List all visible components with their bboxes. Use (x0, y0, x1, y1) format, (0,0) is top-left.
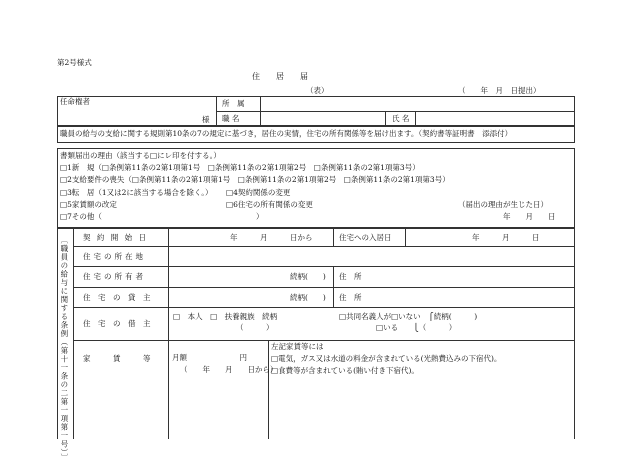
reason-date: 年 月 日 (503, 212, 556, 221)
owner-relation[interactable]: 続柄( ) (290, 272, 326, 281)
side-label: 〔職員の給与に関する条例（第十一条の二第一項第一号）〕 (59, 236, 69, 462)
submission-date: （ 年 月 日提出） (458, 86, 541, 95)
location-field[interactable] (169, 247, 574, 265)
name-label: 氏 名 (392, 114, 410, 123)
lender-address: 住 所 (339, 293, 362, 302)
reason-date-label: （届出の理由が生じた日） (458, 200, 548, 209)
owner-label: 住宅の所有者 (83, 272, 146, 281)
name-field[interactable] (416, 112, 574, 125)
position-label: 職 名 (222, 114, 240, 123)
form-subtitle: （表） (306, 86, 329, 95)
owner-address: 住 所 (339, 272, 362, 281)
reason-other[interactable]: □7その他（ (60, 212, 102, 221)
reason-rent-revision[interactable]: □5家賃額の改定 (60, 200, 117, 209)
rent-includes-meals[interactable]: □食費等が含まれている(賄い付き下宿代)。 (271, 366, 419, 375)
lender-label: 住 宅 の 貸 主 (83, 293, 151, 302)
co-borrower-none[interactable]: □共同名義人が□いない ⎧続柄( ) (339, 312, 478, 321)
reason-move[interactable]: □3転 居（1又は2に該当する場合を除く。） (60, 188, 213, 197)
borrower-label: 住 宅 の 借 主 (83, 319, 151, 328)
declaration-text: 職員の給与の支給に関する規則第10条の7の規定に基づき，居住の実情，住宅の所有関係等を届け出ます。（契約書等証明書 添添付） (60, 129, 513, 138)
rent-effective-date[interactable]: （ 年 月 日から） (180, 365, 278, 374)
reason-heading: 書類届出の理由（該当する□にレ印を付する。） (60, 151, 221, 160)
move-in-date[interactable]: 年 月 日 (472, 233, 540, 242)
lender-relation[interactable]: 続柄( ) (290, 293, 326, 302)
position-field[interactable] (261, 112, 384, 125)
reason-other-close: ） (256, 212, 264, 221)
borrower-self-options[interactable]: □ 本人 □ 扶養親族 続柄 (173, 312, 278, 321)
co-borrower-exists[interactable]: □いる ⎩（ ） (376, 323, 457, 332)
contract-start-date[interactable]: 年 月 日から (230, 233, 313, 242)
affiliation-field[interactable] (261, 97, 574, 110)
form-number: 第2号様式 (57, 58, 92, 67)
reason-new[interactable]: □1新 規（□条例第11条の2第1項第1号 □条例第11条の2第1項第2号 □条例第11条の2第1項第3号） (60, 163, 420, 172)
reason-contract-change[interactable]: □4契約関係の変更 (226, 188, 291, 197)
form-title: 住 居 届 (252, 72, 308, 81)
location-label: 住宅の所在地 (83, 252, 146, 261)
reason-loss[interactable]: □2支給要件の喪失（□条例第11条の2第1項第1号 □条例第11条の2第1項第2号 □条例第11条の2第1項第3号） (60, 175, 450, 184)
reason-ownership-change[interactable]: □6住宅の所有関係の変更 (226, 200, 313, 209)
rent-includes-utilities[interactable]: □電気，ガス又は水道の料金が含まれている(光熱費込みの下宿代)。 (271, 354, 502, 363)
rent-monthly[interactable]: 月額 円 (172, 353, 247, 362)
move-in-label: 住宅への入居日 (339, 233, 392, 242)
appointer-label: 任命権者 (60, 97, 90, 106)
rent-label: 家 賃 等 (83, 354, 151, 363)
contract-start-label: 契 約 開 始 日 (83, 233, 149, 242)
affiliation-label: 所 属 (222, 99, 245, 108)
borrower-relation[interactable]: （ ） (236, 323, 274, 332)
rent-note-heading: 左記家賃等には (271, 342, 324, 351)
honorific: 様 (202, 115, 210, 124)
